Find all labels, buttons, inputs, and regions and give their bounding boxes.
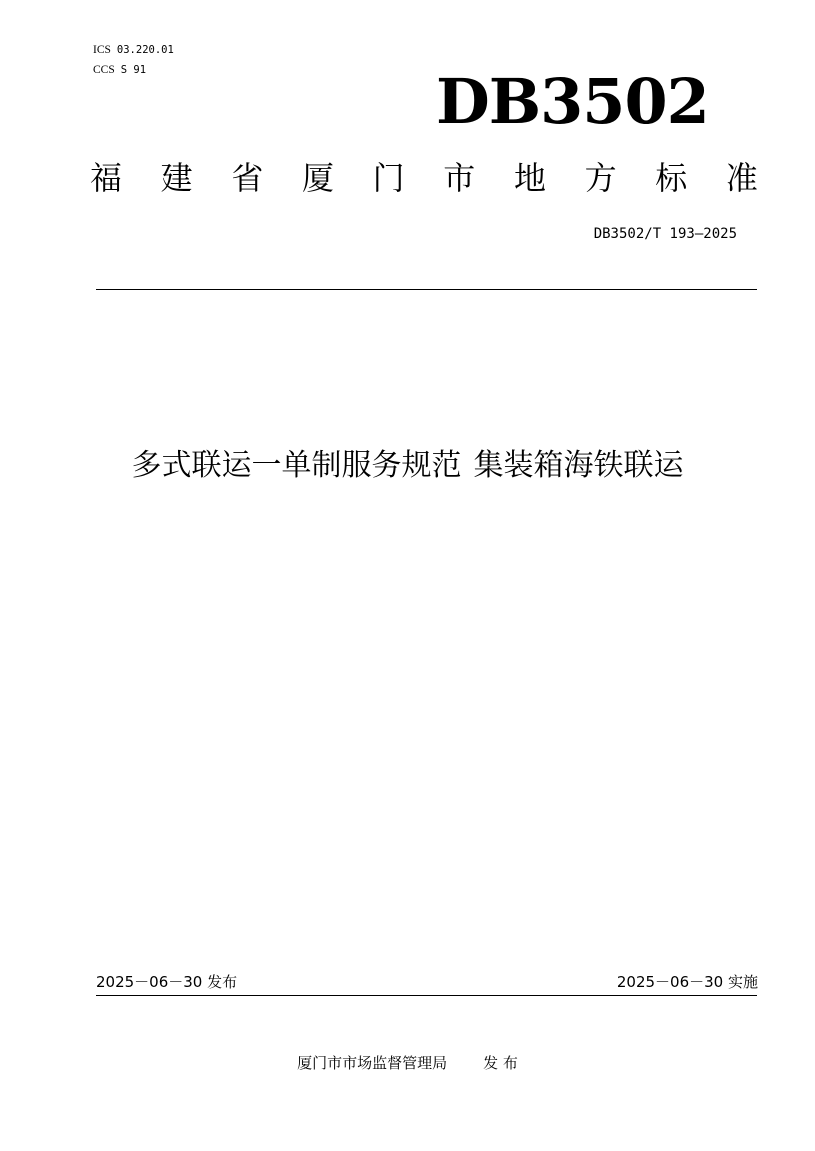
publish-date: 2025－06－30 发布 <box>96 973 238 991</box>
ccs-row <box>93 60 174 80</box>
standard-type-char: 福 <box>90 159 123 197</box>
issuer-name: 厦门市市场监督管理局 <box>297 1054 448 1072</box>
title-sub: 集装箱海铁联运 <box>473 448 684 483</box>
document-title <box>0 444 815 488</box>
standard-type-char: 地 <box>513 159 546 197</box>
header-divider <box>96 289 757 290</box>
issuer-action: 发 布 <box>483 1054 518 1072</box>
standard-logo: DB3502 <box>436 65 709 138</box>
classification-codes <box>93 40 174 80</box>
standard-type-char: 标 <box>655 159 688 197</box>
standard-type-char: 建 <box>160 159 193 197</box>
standard-type-char: 准 <box>725 159 758 197</box>
ics-label: ICS <box>93 44 111 56</box>
standard-type-char: 方 <box>584 159 617 197</box>
ccs-code: S 91 <box>120 64 147 76</box>
standard-type-char: 省 <box>231 159 264 197</box>
standard-number: DB3502/T 193—2025 <box>593 226 737 242</box>
ics-row <box>93 40 174 60</box>
standard-type-char: 门 <box>372 159 405 197</box>
standard-type-char: 厦 <box>301 159 334 197</box>
footer-divider <box>96 995 757 996</box>
standard-type-char: 市 <box>443 159 476 197</box>
standard-type-heading <box>90 156 758 200</box>
issuer-line <box>0 1052 815 1074</box>
ics-code: 03.220.01 <box>116 44 174 56</box>
title-main: 多式联运一单制服务规范 <box>131 448 462 483</box>
implement-date: 2025－06－30 实施 <box>616 973 758 991</box>
ccs-label: CCS <box>93 64 115 76</box>
